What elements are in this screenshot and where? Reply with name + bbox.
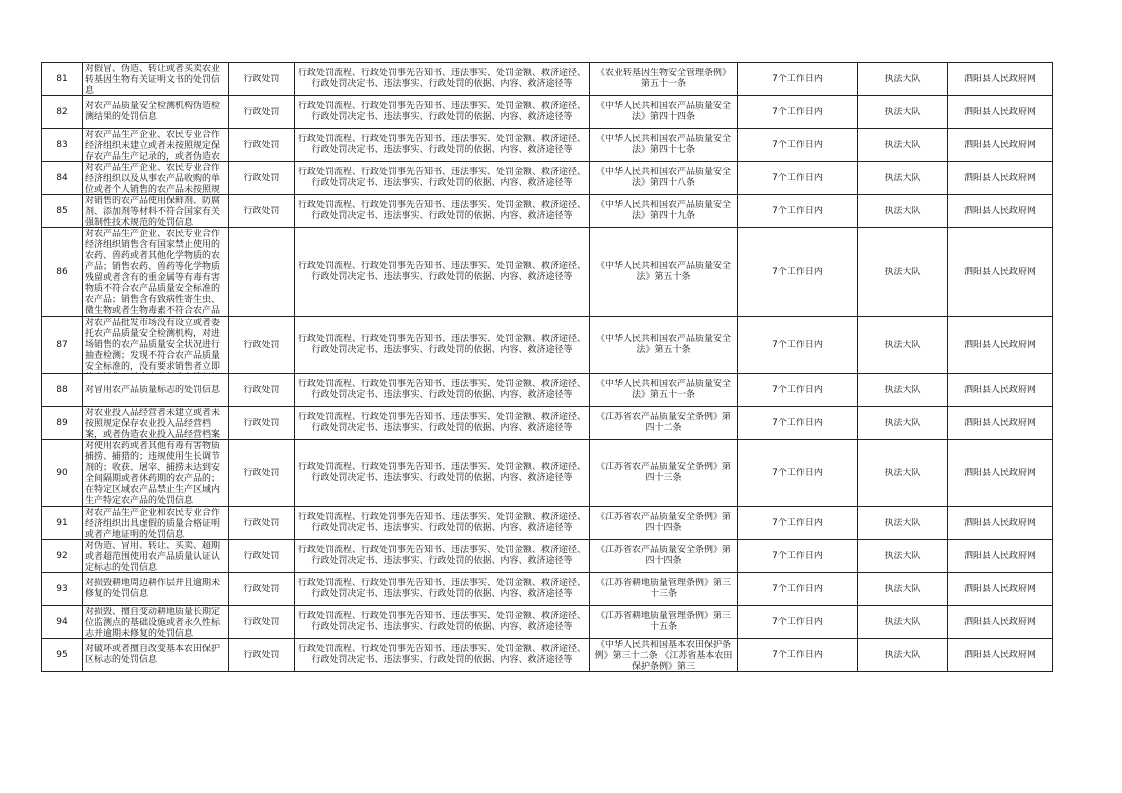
disclosure-time-limit-cell <box>738 407 858 440</box>
disclosure-channel: 泗阳县人民政府网 <box>963 550 1036 561</box>
row-number-cell <box>42 573 83 606</box>
item-name-cell <box>83 507 229 540</box>
responsible-department-cell <box>858 195 948 228</box>
table-row <box>42 440 1053 507</box>
legal-basis-cell <box>590 507 738 540</box>
responsible-department: 执法大队 <box>884 467 921 478</box>
row-number: 81 <box>56 73 68 84</box>
legal-basis-cell <box>590 540 738 573</box>
legal-basis-cell <box>590 63 738 96</box>
row-number-cell <box>42 639 83 672</box>
legal-basis-cell <box>590 639 738 672</box>
legal-basis: 《江苏省农产品质量安全条例》第四十二条 <box>595 412 731 433</box>
legal-basis: 《中华人民共和国基本农田保护条例》第三十二条 《江苏省基本农田保护条例》第三 <box>594 639 733 671</box>
responsible-department: 执法大队 <box>884 384 921 395</box>
table-row <box>42 374 1053 407</box>
responsible-department-cell <box>858 96 948 129</box>
disclosure-time-limit: 7个工作日内 <box>772 73 823 84</box>
disclosure-content: 行政处罚流程、行政处罚事先告知书、违法事实、处罚金额、救济途径、行政处罚决定书、违法事实、行政处罚的依据、内容、救济途径等 <box>297 578 586 599</box>
disclosure-time-limit-cell <box>738 228 858 317</box>
responsible-department: 执法大队 <box>884 205 921 216</box>
responsible-department-cell <box>858 317 948 374</box>
responsible-department: 执法大队 <box>884 417 921 428</box>
item-name-cell <box>83 606 229 639</box>
item-name-cell <box>83 195 229 228</box>
disclosure-content-cell <box>295 639 590 672</box>
disclosure-time-limit: 7个工作日内 <box>772 517 823 528</box>
disclosure-time-limit-cell <box>738 96 858 129</box>
disclosure-type: 行政处罚 <box>243 339 280 350</box>
responsible-department: 执法大队 <box>884 550 921 561</box>
disclosure-time-limit: 7个工作日内 <box>772 266 823 277</box>
legal-basis: 《江苏省农产品质量安全条例》第四十四条 <box>595 512 731 533</box>
responsible-department-cell <box>858 374 948 407</box>
disclosure-type: 行政处罚 <box>243 583 280 594</box>
legal-basis-cell <box>590 228 738 317</box>
disclosure-channel-cell <box>948 129 1053 162</box>
row-number-cell <box>42 129 83 162</box>
disclosure-time-limit: 7个工作日内 <box>772 649 823 660</box>
disclosure-time-limit: 7个工作日内 <box>772 467 823 478</box>
table-row <box>42 540 1053 573</box>
row-number: 92 <box>56 550 68 561</box>
disclosure-time-limit: 7个工作日内 <box>772 550 823 561</box>
disclosure-channel-cell <box>948 507 1053 540</box>
legal-basis: 《江苏省农产品质量安全条例》第四十三条 <box>595 462 731 483</box>
table-row <box>42 639 1053 672</box>
responsible-department: 执法大队 <box>884 266 921 277</box>
disclosure-type-cell <box>229 374 295 407</box>
disclosure-time-limit-cell <box>738 639 858 672</box>
item-name-cell <box>83 440 229 507</box>
disclosure-time-limit-cell <box>738 606 858 639</box>
disclosure-content: 行政处罚流程、行政处罚事先告知书、违法事实、处罚金额、救济途径、行政处罚决定书、违法事实、行政处罚的依据、内容、救济途径等 <box>297 644 586 665</box>
table-row <box>42 228 1053 317</box>
disclosure-time-limit-cell <box>738 507 858 540</box>
row-number-cell <box>42 507 83 540</box>
legal-basis-cell <box>590 129 738 162</box>
disclosure-content-cell <box>295 317 590 374</box>
row-number-cell <box>42 540 83 573</box>
disclosure-time-limit-cell <box>738 195 858 228</box>
table-row <box>42 63 1053 96</box>
disclosure-content-cell <box>295 374 590 407</box>
disclosure-content-cell <box>295 195 590 228</box>
disclosure-time-limit: 7个工作日内 <box>772 417 823 428</box>
disclosure-content: 行政处罚流程、行政处罚事先告知书、违法事实、处罚金额、救济途径、行政处罚决定书、违法事实、行政处罚的依据、内容、救济途径等 <box>297 101 586 122</box>
disclosure-content: 行政处罚流程、行政处罚事先告知书、违法事实、处罚金额、救济途径、行政处罚决定书、违法事实、行政处罚的依据、内容、救济途径等 <box>297 134 586 155</box>
disclosure-type-cell <box>229 129 295 162</box>
row-number-cell <box>42 407 83 440</box>
row-number: 84 <box>56 172 68 183</box>
disclosure-type-cell <box>229 573 295 606</box>
disclosure-type: 行政处罚 <box>243 649 280 660</box>
legal-basis: 《中华人民共和国农产品质量安全法》第四十八条 <box>595 167 731 188</box>
disclosure-type-cell <box>229 228 295 317</box>
row-number: 82 <box>56 106 68 117</box>
disclosure-channel: 泗阳县人民政府网 <box>963 417 1036 428</box>
legal-basis-cell <box>590 96 738 129</box>
item-name: 对农产品生产企业和农民专业合作经济组织出具虚假的质量合格证明或者产地证明的处罚信息 <box>85 507 221 539</box>
disclosure-channel: 泗阳县人民政府网 <box>963 73 1036 84</box>
disclosure-time-limit: 7个工作日内 <box>772 205 823 216</box>
responsible-department: 执法大队 <box>884 616 921 627</box>
disclosure-time-limit-cell <box>738 63 858 96</box>
legal-basis: 《中华人民共和国农产品质量安全法》第四十九条 <box>595 200 731 221</box>
disclosure-type-cell <box>229 540 295 573</box>
disclosure-time-limit: 7个工作日内 <box>772 583 823 594</box>
disclosure-channel-cell <box>948 606 1053 639</box>
legal-basis-cell <box>590 317 738 374</box>
disclosure-channel: 泗阳县人民政府网 <box>963 467 1036 478</box>
row-number-cell <box>42 317 83 374</box>
disclosure-content: 行政处罚流程、行政处罚事先告知书、违法事实、处罚金额、救济途径、行政处罚决定书、违法事实、行政处罚的依据、内容、救济途径等 <box>297 200 586 221</box>
disclosure-channel: 泗阳县人民政府网 <box>963 339 1036 350</box>
disclosure-type: 行政处罚 <box>243 139 280 150</box>
responsible-department-cell <box>858 606 948 639</box>
item-name: 对农产品质量安全检测机构伪造检测结果的处罚信息 <box>85 101 221 122</box>
legal-basis-cell <box>590 195 738 228</box>
responsible-department-cell <box>858 540 948 573</box>
legal-basis-cell <box>590 162 738 195</box>
row-number-cell <box>42 195 83 228</box>
disclosure-channel-cell <box>948 162 1053 195</box>
disclosure-content-cell <box>295 407 590 440</box>
legal-basis-cell <box>590 374 738 407</box>
disclosure-channel-cell <box>948 440 1053 507</box>
disclosure-channel: 泗阳县人民政府网 <box>963 583 1036 594</box>
row-number-cell <box>42 440 83 507</box>
disclosure-content: 行政处罚流程、行政处罚事先告知书、违法事实、处罚金额、救济途径、行政处罚决定书、违法事实、行政处罚的依据、内容、救济途径等 <box>297 167 586 188</box>
disclosure-channel-cell <box>948 374 1053 407</box>
disclosure-channel: 泗阳县人民政府网 <box>963 616 1036 627</box>
item-name: 对损毁、擅自变动耕地质量长期定位监测点的基础设施或者永久性标志并逾期未修复的处罚信息 <box>85 606 221 638</box>
disclosure-content: 行政处罚流程、行政处罚事先告知书、违法事实、处罚金额、救济途径、行政处罚决定书、违法事实、行政处罚的依据、内容、救济途径等 <box>297 379 586 400</box>
disclosure-type: 行政处罚 <box>243 205 280 216</box>
disclosure-content: 行政处罚流程、行政处罚事先告知书、违法事实、处罚金额、救济途径、行政处罚决定书、违法事实、行政处罚的依据、内容、救济途径等 <box>297 462 586 483</box>
responsible-department: 执法大队 <box>884 649 921 660</box>
table-row <box>42 573 1053 606</box>
table-body <box>42 63 1053 672</box>
item-name: 对农产品生产企业、农民专业合作经济组织以及从事农产品收购的单位或者个人销售的农产品未按照规 <box>85 162 221 194</box>
item-name: 对销售的农产品使用保鲜剂、防腐剂、添加剂等材料不符合国家有关强制性技术规范的处罚信息 <box>85 195 221 227</box>
row-number: 86 <box>56 266 68 277</box>
disclosure-type: 行政处罚 <box>243 172 280 183</box>
disclosure-content: 行政处罚流程、行政处罚事先告知书、违法事实、处罚金额、救济途径、行政处罚决定书、违法事实、行政处罚的依据、内容、救济途径等 <box>297 334 586 355</box>
responsible-department: 执法大队 <box>884 172 921 183</box>
legal-basis-cell <box>590 606 738 639</box>
disclosure-channel: 泗阳县人民政府网 <box>963 139 1036 150</box>
disclosure-channel-cell <box>948 63 1053 96</box>
disclosure-time-limit: 7个工作日内 <box>772 106 823 117</box>
table-row <box>42 317 1053 374</box>
responsible-department-cell <box>858 440 948 507</box>
legal-basis: 《江苏省耕地质量管理条例》第三十三条 <box>595 578 731 599</box>
disclosure-content-cell <box>295 507 590 540</box>
disclosure-time-limit-cell <box>738 162 858 195</box>
table-row <box>42 129 1053 162</box>
disclosure-content: 行政处罚流程、行政处罚事先告知书、违法事实、处罚金额、救济途径、行政处罚决定书、违法事实、行政处罚的依据、内容、救济途径等 <box>297 68 586 89</box>
responsible-department-cell <box>858 407 948 440</box>
item-name-cell <box>83 639 229 672</box>
disclosure-type: 行政处罚 <box>243 417 280 428</box>
responsible-department-cell <box>858 63 948 96</box>
item-name-cell <box>83 96 229 129</box>
disclosure-time-limit-cell <box>738 440 858 507</box>
disclosure-type-cell <box>229 606 295 639</box>
legal-basis: 《农业转基因生物安全管理条例》第五十一条 <box>595 68 731 89</box>
disclosure-content-cell <box>295 129 590 162</box>
disclosure-content: 行政处罚流程、行政处罚事先告知书、违法事实、处罚金额、救济途径、行政处罚决定书、违法事实、行政处罚的依据、内容、救济途径等 <box>297 512 586 533</box>
disclosure-channel: 泗阳县人民政府网 <box>963 205 1036 216</box>
legal-basis: 《中华人民共和国农产品质量安全法》第四十四条 <box>595 101 731 122</box>
item-name-cell <box>83 228 229 317</box>
legal-basis-cell <box>590 440 738 507</box>
disclosure-type: 行政处罚 <box>243 517 280 528</box>
disclosure-type: 行政处罚 <box>243 616 280 627</box>
disclosure-type-cell <box>229 317 295 374</box>
disclosure-content: 行政处罚流程、行政处罚事先告知书、违法事实、处罚金额、救济途径、行政处罚决定书、违法事实、行政处罚的依据、内容、救济途径等 <box>297 261 586 282</box>
row-number-cell <box>42 606 83 639</box>
disclosure-time-limit: 7个工作日内 <box>772 384 823 395</box>
disclosure-content-cell <box>295 440 590 507</box>
item-name-cell <box>83 162 229 195</box>
responsible-department: 执法大队 <box>884 517 921 528</box>
item-name: 对冒用农产品质量标志的处罚信息 <box>85 384 221 395</box>
item-name: 对使用农药或者其他有毒有害物质捕捞、捕猎的；违规使用生长调节剂的；收获、屠宰、捕捞未达到安全间隔期或者休药期的农产品的；在特定区域农产品禁止生产区域内生产特定农产品的处罚信息 <box>85 440 221 506</box>
item-name: 对破坏或者擅自改变基本农田保护区标志的处罚信息 <box>85 644 221 665</box>
legal-basis-cell <box>590 573 738 606</box>
disclosure-time-limit-cell <box>738 317 858 374</box>
disclosure-content-cell <box>295 573 590 606</box>
disclosure-type-cell <box>229 440 295 507</box>
responsible-department-cell <box>858 129 948 162</box>
row-number-cell <box>42 63 83 96</box>
item-name-cell <box>83 573 229 606</box>
row-number: 95 <box>56 649 68 660</box>
responsible-department: 执法大队 <box>884 583 921 594</box>
row-number: 87 <box>56 339 68 350</box>
disclosure-type-cell <box>229 639 295 672</box>
row-number: 88 <box>56 384 68 395</box>
disclosure-time-limit-cell <box>738 573 858 606</box>
disclosure-content-cell <box>295 96 590 129</box>
disclosure-channel: 泗阳县人民政府网 <box>963 517 1036 528</box>
item-name: 对农产品批发市场没有设立或者委托农产品质量安全检测机构，对进场销售的农产品质量安全状况进行抽查检测；发现不符合农产品质量安全标准的，没有要求销售者立即 <box>85 317 221 372</box>
row-number: 85 <box>56 205 68 216</box>
disclosure-time-limit-cell <box>738 374 858 407</box>
item-name-cell <box>83 374 229 407</box>
legal-basis: 《中华人民共和国农产品质量安全法》第五十条 <box>595 334 731 355</box>
responsible-department-cell <box>858 573 948 606</box>
disclosure-type: 行政处罚 <box>243 106 280 117</box>
disclosure-content-cell <box>295 540 590 573</box>
row-number: 89 <box>56 417 68 428</box>
disclosure-channel-cell <box>948 540 1053 573</box>
row-number-cell <box>42 374 83 407</box>
responsible-department-cell <box>858 228 948 317</box>
disclosure-time-limit-cell <box>738 129 858 162</box>
row-number-cell <box>42 162 83 195</box>
disclosure-type-cell <box>229 195 295 228</box>
legal-basis: 《江苏省农产品质量安全条例》第四十四条 <box>595 545 731 566</box>
disclosure-channel-cell <box>948 96 1053 129</box>
disclosure-type: 行政处罚 <box>243 73 280 84</box>
disclosure-channel-cell <box>948 639 1053 672</box>
disclosure-content: 行政处罚流程、行政处罚事先告知书、违法事实、处罚金额、救济途径、行政处罚决定书、违法事实、行政处罚的依据、内容、救济途径等 <box>297 412 586 433</box>
disclosure-time-limit-cell <box>738 540 858 573</box>
disclosure-type-cell <box>229 507 295 540</box>
disclosure-channel: 泗阳县人民政府网 <box>963 384 1036 395</box>
disclosure-time-limit: 7个工作日内 <box>772 339 823 350</box>
item-name: 对农产品生产企业、农民专业合作经济组织未建立或者未按照规定保存农产品生产记录的，或者伪造农 <box>85 129 221 161</box>
table-row <box>42 407 1053 440</box>
responsible-department: 执法大队 <box>884 73 921 84</box>
disclosure-time-limit: 7个工作日内 <box>772 139 823 150</box>
disclosure-time-limit: 7个工作日内 <box>772 616 823 627</box>
table-row <box>42 162 1053 195</box>
row-number: 90 <box>56 467 68 478</box>
responsible-department: 执法大队 <box>884 139 921 150</box>
disclosure-table <box>41 62 1053 672</box>
disclosure-type: 行政处罚 <box>243 550 280 561</box>
disclosure-type-cell <box>229 63 295 96</box>
disclosure-channel: 泗阳县人民政府网 <box>963 649 1036 660</box>
legal-basis: 《中华人民共和国农产品质量安全法》第四十七条 <box>595 134 731 155</box>
responsible-department: 执法大队 <box>884 339 921 350</box>
item-name-cell <box>83 540 229 573</box>
disclosure-channel-cell <box>948 195 1053 228</box>
table-row <box>42 507 1053 540</box>
disclosure-content: 行政处罚流程、行政处罚事先告知书、违法事实、处罚金额、救济途径、行政处罚决定书、违法事实、行政处罚的依据、内容、救济途径等 <box>297 611 586 632</box>
table-row <box>42 96 1053 129</box>
item-name: 对农产品生产企业、农民专业合作经济组织销售含有国家禁止使用的农药、兽药或者其他化学物质的农产品；销售农药、兽药等化学物质残留或者含有的重金属等有毒有害物质不符合农产品质量安全标准的农产品；销售含有致病性寄生虫、微生物或者生物毒素不符合农产品 <box>85 228 221 316</box>
disclosure-type-cell <box>229 162 295 195</box>
responsible-department-cell <box>858 639 948 672</box>
disclosure-channel: 泗阳县人民政府网 <box>963 172 1036 183</box>
responsible-department-cell <box>858 507 948 540</box>
disclosure-type-cell <box>229 407 295 440</box>
responsible-department-cell <box>858 162 948 195</box>
disclosure-content-cell <box>295 63 590 96</box>
item-name: 对损毁耕地周边耕作层并且逾期未修复的处罚信息 <box>85 578 221 599</box>
table-row <box>42 195 1053 228</box>
item-name-cell <box>83 317 229 374</box>
disclosure-type: 行政处罚 <box>243 384 280 395</box>
disclosure-content: 行政处罚流程、行政处罚事先告知书、违法事实、处罚金额、救济途径、行政处罚决定书、违法事实、行政处罚的依据、内容、救济途径等 <box>297 545 586 566</box>
item-name: 对伪造、冒用、转让、买卖、超期或者超范围使用农产品质量认证认定标志的处罚信息 <box>85 540 221 572</box>
item-name: 对假冒、伪造、转让或者买卖农业转基因生物有关证明文书的处罚信息 <box>85 63 221 95</box>
disclosure-time-limit: 7个工作日内 <box>772 172 823 183</box>
disclosure-channel: 泗阳县人民政府网 <box>963 266 1036 277</box>
row-number-cell <box>42 228 83 317</box>
disclosure-type: 行政处罚 <box>243 467 280 478</box>
disclosure-content-cell <box>295 228 590 317</box>
row-number-cell <box>42 96 83 129</box>
row-number: 93 <box>56 583 68 594</box>
legal-basis: 《中华人民共和国农产品质量安全法》第五十条 <box>595 261 731 282</box>
row-number: 94 <box>56 616 68 627</box>
disclosure-type-cell <box>229 96 295 129</box>
disclosure-channel: 泗阳县人民政府网 <box>963 106 1036 117</box>
item-name-cell <box>83 63 229 96</box>
disclosure-channel-cell <box>948 407 1053 440</box>
item-name: 对农业投入品经营者未建立或者未按照规定保存农业投入品经营档案，或者伪造农业投入品经营档案 <box>85 407 221 439</box>
item-name-cell <box>83 407 229 440</box>
table-row <box>42 606 1053 639</box>
disclosure-content-cell <box>295 162 590 195</box>
disclosure-channel-cell <box>948 228 1053 317</box>
legal-basis: 《江苏省耕地质量管理条例》第三十五条 <box>595 611 731 632</box>
legal-basis-cell <box>590 407 738 440</box>
disclosure-content-cell <box>295 606 590 639</box>
disclosure-channel-cell <box>948 573 1053 606</box>
responsible-department: 执法大队 <box>884 106 921 117</box>
row-number: 91 <box>56 517 68 528</box>
legal-basis: 《中华人民共和国农产品质量安全法》第五十一条 <box>595 379 731 400</box>
disclosure-channel-cell <box>948 317 1053 374</box>
row-number: 83 <box>56 139 68 150</box>
item-name-cell <box>83 129 229 162</box>
